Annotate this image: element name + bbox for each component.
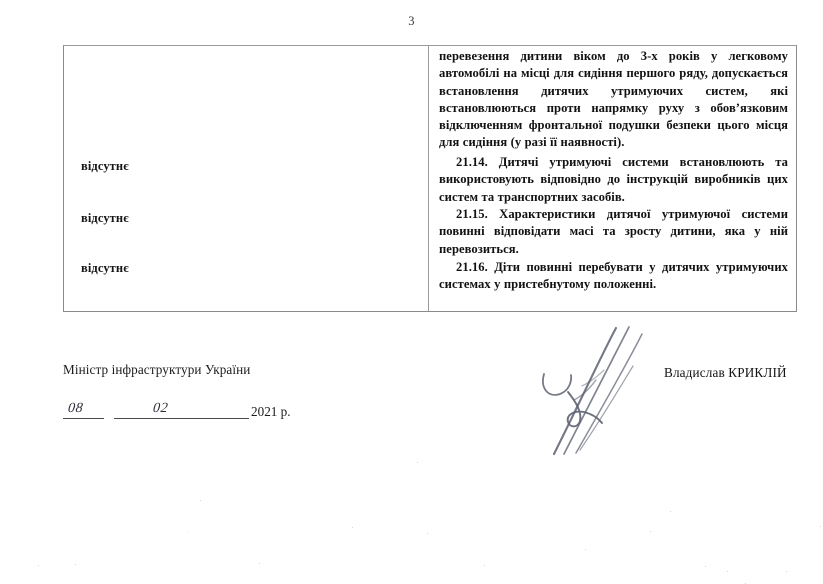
clause-continuation-text: перевезення дитини віком до 3-х років у легковому автомобілі на місці для сидіння першого ряду, допускається встановлення дитячих утримуючих систем, які встановлюються проти напрямку руху з обов’язковим відключенням фронтальної подушки безпеки цього місця для сидіння (у разі її наявності). (439, 49, 788, 150)
table-cell-absent-1: відсутнє (81, 159, 129, 173)
date-month-handwritten: 02 (152, 401, 170, 416)
clause-21-14-text: 21.14. Дитячі утримуючі системи встановлюють та використовують відповідно до інструкцій виробників цих систем та транспортних засобів. (439, 155, 788, 204)
comparison-table (63, 45, 797, 312)
clause-21-16-text: 21.16. Діти повинні перебувати у дитячих утримуючих системах у пристебнутому положенні. (439, 260, 788, 292)
date-month-rule (114, 418, 249, 419)
signatory-name: Владислав КРИКЛІЙ (664, 365, 787, 380)
table-cell-absent-3: відсутнє (81, 261, 129, 275)
table-column-right (429, 46, 796, 311)
handwritten-signature-icon (530, 326, 680, 458)
date-day-handwritten: 08 (67, 401, 85, 416)
signatory-title: Міністр інфраструктури України (63, 362, 251, 377)
signature-date-row (63, 398, 293, 422)
page-number: 3 (408, 14, 415, 28)
table-column-left (64, 46, 428, 311)
clause-21-15-text: 21.15. Характеристики дитячої утримуючої системи повинні відповідати масі та зросту дитини, яка у ній перевозиться. (439, 207, 788, 256)
table-cell-absent-2: відсутнє (81, 211, 129, 225)
date-day-rule (63, 418, 104, 419)
date-year-label: 2021 р. (251, 404, 291, 419)
